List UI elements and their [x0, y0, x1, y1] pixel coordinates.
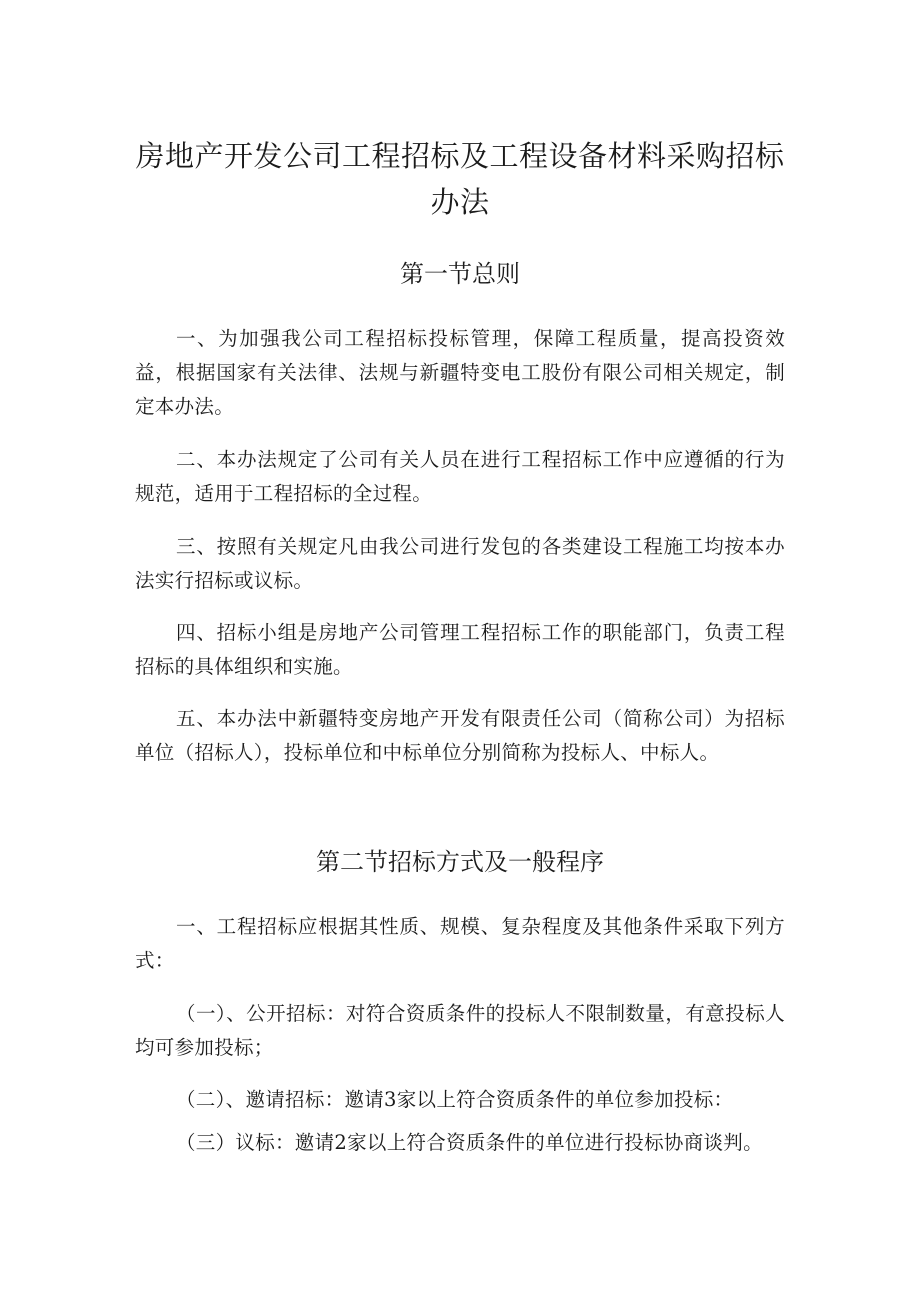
paragraph: （三）议标：邀请2家以上符合资质条件的单位进行投标协商谈判。: [176, 1131, 763, 1154]
paragraph: （二）、邀请招标：邀请3家以上符合资质条件的单位参加投标：: [176, 1088, 734, 1111]
paragraph: 四、招标小组是房地产公司管理工程招标工作的职能部门，负责工程招标的具体组织和实施。: [135, 621, 785, 678]
paragraph: 三、按照有关规定凡由我公司进行发包的各类建设工程施工均按本办法实行招标或议标。: [135, 535, 785, 592]
paragraph: （一）、公开招标：对符合资质条件的投标人不限制数量，有意投标人均可参加投标；: [135, 1002, 785, 1059]
section-heading-1: 第一节总则: [400, 260, 520, 288]
document-title: 房地产开发公司工程招标及工程设备材料采购招标办法: [135, 139, 785, 219]
paragraph: 一、为加强我公司工程招标投标管理，保障工程质量，提高投资效益，根据国家有关法律、法规与新疆特变电工股份有限公司相关规定，制定本办法。: [135, 327, 785, 418]
paragraph: 五、本办法中新疆特变房地产开发有限责任公司（简称公司）为招标单位（招标人），投标单位和中标单位分别简称为投标人、中标人。: [135, 707, 785, 764]
paragraph: 一、工程招标应根据其性质、规模、复杂程度及其他条件采取下列方式：: [135, 915, 785, 972]
section-heading-2: 第二节招标方式及一般程序: [316, 848, 604, 876]
paragraph: 二、本办法规定了公司有关人员在进行工程招标工作中应遵循的行为规范，适用于工程招标的全过程。: [135, 448, 785, 505]
